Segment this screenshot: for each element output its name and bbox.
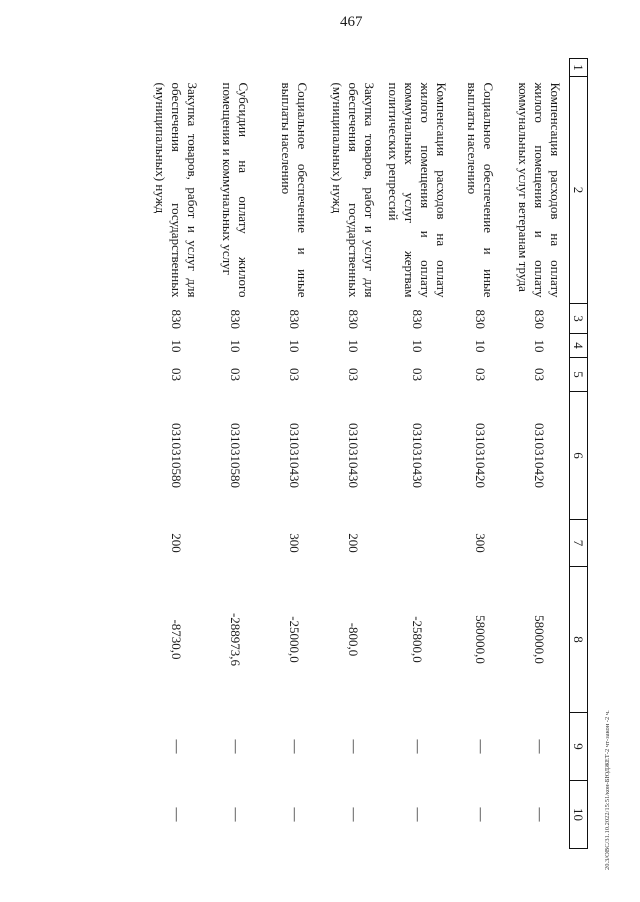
cell-col10: — <box>473 807 489 822</box>
cell-col9: — <box>346 739 362 754</box>
side-note-text: 20.3/ОВС/31.10.2022/15:51/кон-БЮДЖЕТ-2 чт-закон -2 ч. <box>604 710 611 870</box>
row-name: Компенсация расходов на оплату жилого помещения и оплату коммунальных услуг ветеранам труда <box>516 82 564 298</box>
cell-col9: — <box>410 739 425 754</box>
cell-col6: 0310310430 <box>287 423 303 488</box>
row-name: Компенсация расходов на оплату жилого помещения и оплату коммунальных услуг жертвам политических репрессий <box>386 82 449 298</box>
row-name: Социальное обеспечение и иные выплаты населению <box>465 82 497 298</box>
cell-col8: 580000,0 <box>532 615 548 664</box>
cell-col4: 10 <box>228 339 244 353</box>
cell-col10: — <box>169 807 185 822</box>
cell-col4: 10 <box>346 339 362 353</box>
cell-col3: 830 <box>169 309 185 329</box>
page-number: 467 <box>340 14 363 30</box>
column-header: 8 <box>570 567 588 713</box>
cell-col7 <box>383 520 451 567</box>
table-row <box>147 59 206 849</box>
column-header: 7 <box>570 520 588 567</box>
cell-col4: 10 <box>473 339 489 353</box>
cell-col4: 10 <box>410 339 425 353</box>
cell-col8: -288973,6 <box>228 612 244 667</box>
cell-col10: — <box>228 807 244 822</box>
cell-col9: — <box>287 739 303 754</box>
column-header: 4 <box>570 334 588 358</box>
column-header: 3 <box>570 304 588 334</box>
cell-col5: 03 <box>346 368 362 381</box>
cell-col9: — <box>473 739 489 754</box>
cell-col9: — <box>228 739 244 754</box>
column-header: 6 <box>570 392 588 520</box>
table-row <box>265 59 324 849</box>
cell-col3: 830 <box>473 309 489 329</box>
column-header: 10 <box>570 781 588 849</box>
table-row <box>206 59 265 849</box>
cell-col6: 0310310580 <box>228 423 244 488</box>
cell-col4: 10 <box>532 339 548 353</box>
cell-col3: 830 <box>346 309 362 329</box>
column-header: 9 <box>570 713 588 781</box>
cell-col6: 0310310430 <box>346 423 362 488</box>
cell-col5: 03 <box>169 368 185 381</box>
cell-col10: — <box>410 807 425 822</box>
cell-col4: 10 <box>169 339 185 353</box>
cell-col8: -25800,0 <box>410 616 425 663</box>
cell-col7 <box>206 520 265 567</box>
cell-col7: 200 <box>346 533 362 553</box>
table-header-row <box>570 59 588 849</box>
rotated-table-wrapper <box>108 58 588 848</box>
cell-col10: — <box>346 807 362 822</box>
table-row <box>510 59 570 849</box>
cell-col6: 0310310420 <box>532 423 548 488</box>
column-header: 2 <box>570 77 588 304</box>
table-row <box>324 59 383 849</box>
row-name: Социальное обеспечение и иные выплаты населению <box>279 82 311 298</box>
cell-col6: 0310310420 <box>473 423 489 488</box>
column-header: 1 <box>570 59 588 77</box>
cell-col3: 830 <box>228 309 244 329</box>
cell-col5: 03 <box>228 368 244 381</box>
cell-col7: 300 <box>287 533 303 553</box>
cell-col6: 0310310580 <box>169 423 185 488</box>
cell-col8: -8730,0 <box>169 619 185 660</box>
cell-col5: 03 <box>473 368 489 381</box>
cell-col5: 03 <box>287 368 303 381</box>
cell-col3: 830 <box>287 309 303 329</box>
cell-col10: — <box>287 807 303 822</box>
table-row <box>451 59 510 849</box>
row-name: Субсидии на оплату жилого помещения и коммунальных услуг <box>220 82 252 298</box>
row-name: Закупка товаров, работ и услуг для обеспечения государственных (муниципальных) нужд <box>330 82 378 298</box>
cell-col9: — <box>532 739 548 754</box>
cell-col7 <box>510 520 570 567</box>
table-row <box>383 59 451 849</box>
row-name: Закупка товаров, работ и услуг для обеспечения государственных (муниципальных) нужд <box>153 82 201 298</box>
cell-col4: 10 <box>287 339 303 353</box>
cell-col7: 200 <box>169 533 185 553</box>
budget-table <box>147 58 588 849</box>
cell-col7: 300 <box>473 533 489 553</box>
cell-col6: 0310310430 <box>410 423 425 488</box>
cell-col3: 830 <box>410 309 425 329</box>
cell-col9: — <box>169 739 185 754</box>
cell-col8: 580000,0 <box>473 615 489 664</box>
cell-col8: -800,0 <box>346 622 362 657</box>
cell-col3: 830 <box>532 309 548 329</box>
cell-col5: 03 <box>410 368 425 381</box>
cell-col8: -25000,0 <box>287 616 303 663</box>
column-header: 5 <box>570 358 588 392</box>
side-note <box>600 40 620 900</box>
cell-col5: 03 <box>532 368 548 381</box>
cell-col10: — <box>532 807 548 822</box>
